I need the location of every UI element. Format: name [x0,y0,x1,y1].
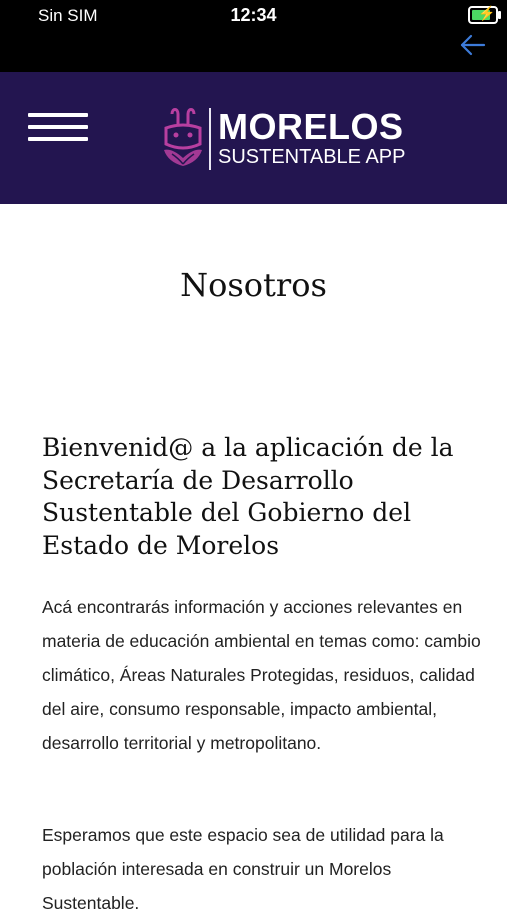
logo [160,106,420,176]
battery-icon [468,6,498,24]
status-bar [0,0,507,72]
status-time: 12:34 [230,5,277,25]
arrow-left-icon [456,30,490,60]
page-title: Nosotros [180,266,327,304]
intro-paragraph: Acá encontrarás información y acciones relevantes en materia de educación ambiental en temas como: cambio climático, Áreas Naturales Protegidas, residuos, calidad del aire, consumo responsable, impacto ambiental, desarrollo territorial y metropolitano. [42,597,481,753]
charging-bolt-icon: ⚡ [478,5,496,21]
menu-button[interactable] [26,112,90,142]
logo-emblem-icon [160,106,206,172]
closing-paragraph: Esperamos que este espacio sea de utilidad para la población interesada en construir un Morelos Sustentable. [42,825,444,913]
back-button[interactable] [456,30,490,60]
logo-subtitle: SUSTENTABLE APP [218,146,406,168]
welcome-heading: Bienvenid@ a la aplicación de la Secretaría de Desarrollo Sustentable del Gobierno del Estado de Morelos [42,433,454,560]
logo-title: MORELOS [218,106,404,147]
app-header [0,72,507,204]
battery-nub [498,11,501,19]
logo-divider [209,108,211,170]
carrier-label: Sin SIM [38,6,98,25]
